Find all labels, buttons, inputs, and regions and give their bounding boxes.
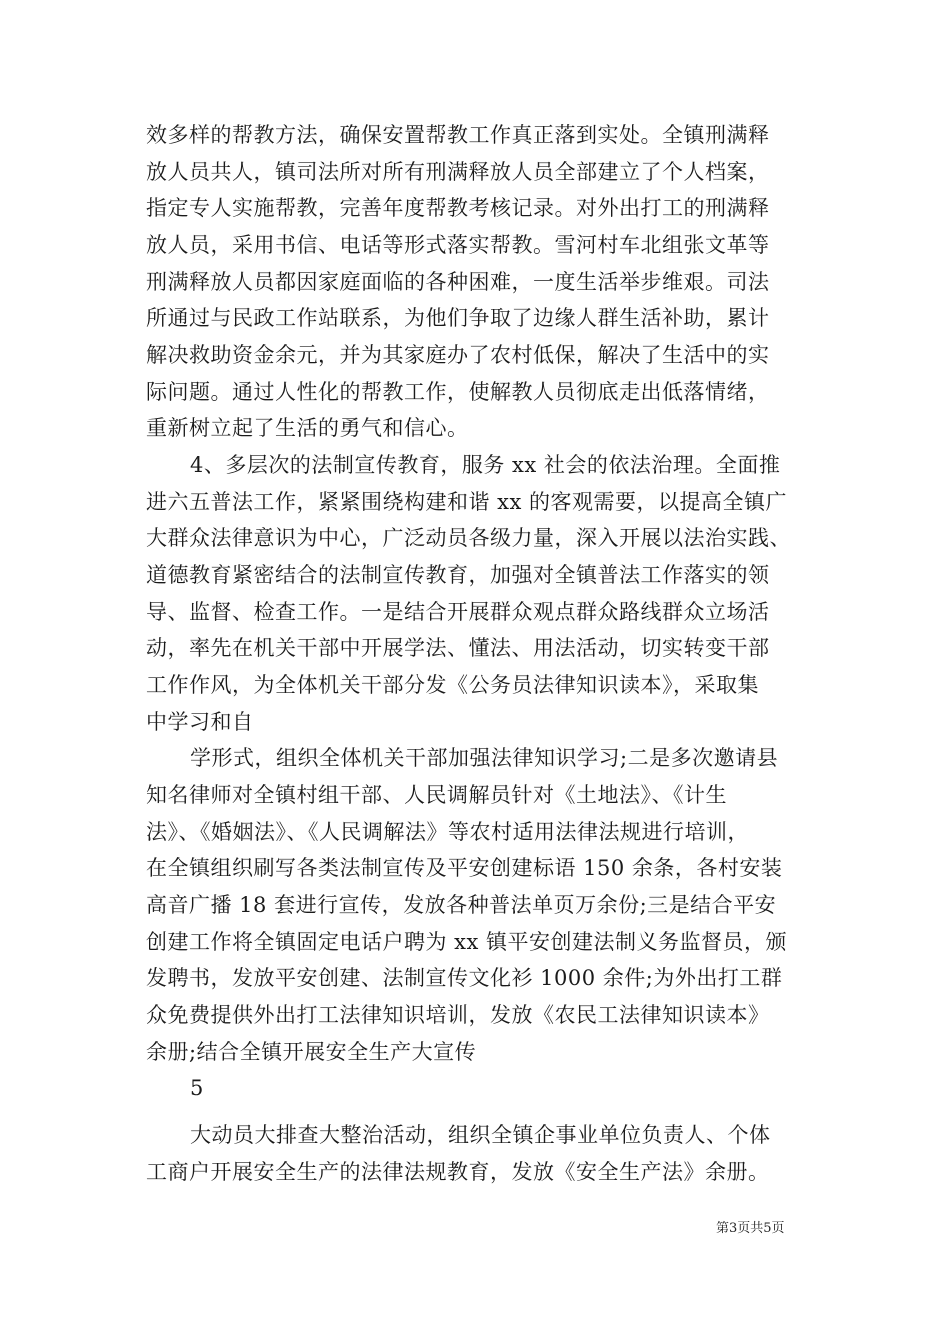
paragraph-line: 大动员大排查大整治活动，组织全镇企事业单位负责人、个体 xyxy=(190,1123,771,1147)
paragraph-line: 工商户开展安全生产的法律法规教育，发放《安全生产法》余册。 xyxy=(146,1160,770,1184)
section-number: 5 xyxy=(190,1076,204,1100)
paragraph-line: 动，率先在机关干部中开展学法、懂法、用法活动，切实转变干部 xyxy=(146,636,770,660)
paragraph-line: 高音广播 18 套进行宣传，发放各种普法单页万余份;三是结合平安 xyxy=(146,893,777,917)
page-number-footer: 第3页共5页 xyxy=(716,1221,785,1236)
paragraph-line: 知名律师对全镇村组干部、人民调解员针对《土地法》、《计生 xyxy=(146,783,727,807)
paragraph-line: 所通过与民政工作站联系，为他们争取了边缘人群生活补助，累计 xyxy=(146,306,770,330)
paragraph-line: 际问题。通过人性化的帮教工作，使解教人员彻底走出低落情绪， xyxy=(146,380,770,404)
paragraph-line: 道德教育紧密结合的法制宣传教育，加强对全镇普法工作落实的领 xyxy=(146,563,770,587)
paragraph-line: 法》、《婚姻法》、《人民调解法》等农村适用法律法规进行培训， xyxy=(146,820,749,844)
paragraph-line: 效多样的帮教方法，确保安置帮教工作真正落到实处。全镇刑满释 xyxy=(146,123,770,147)
paragraph-line: 中学习和自 xyxy=(146,710,254,734)
paragraph-line: 导、监督、检查工作。一是结合开展群众观点群众路线群众立场活 xyxy=(146,600,770,624)
paragraph-line: 学形式，组织全体机关干部加强法律知识学习;二是多次邀请县 xyxy=(190,746,779,770)
paragraph-line: 众免费提供外出打工法律知识培训，发放《农民工法律知识读本》 xyxy=(146,1003,770,1027)
paragraph-line: 大群众法律意识为中心，广泛动员各级力量，深入开展以法治实践、 xyxy=(146,526,791,550)
paragraph-line: 余册;结合全镇开展安全生产大宣传 xyxy=(146,1040,477,1064)
paragraph-line: 刑满释放人员都因家庭面临的各种困难，一度生活举步维艰。司法 xyxy=(146,270,770,294)
paragraph-line: 指定专人实施帮教，完善年度帮教考核记录。对外出打工的刑满释 xyxy=(146,196,770,220)
paragraph-line: 创建工作将全镇固定电话户聘为 xx 镇平安创建法制义务监督员，颁 xyxy=(146,930,788,954)
paragraph-line: 解决救助资金余元，并为其家庭办了农村低保，解决了生活中的实 xyxy=(146,343,770,367)
paragraph-line: 重新树立起了生活的勇气和信心。 xyxy=(146,416,469,440)
paragraph-line: 发聘书，发放平安创建、法制宣传文化衫 1000 余件;为外出打工群 xyxy=(146,966,783,990)
paragraph-line: 工作作风，为全体机关干部分发《公务员法律知识读本》，采取集 xyxy=(146,673,759,697)
paragraph-line: 4、多层次的法制宣传教育，服务 xx 社会的依法治理。全面推 xyxy=(190,453,781,477)
paragraph-line: 在全镇组织刷写各类法制宣传及平安创建标语 150 余条，各村安装 xyxy=(146,856,783,880)
paragraph-line: 放人员共人，镇司法所对所有刑满释放人员全部建立了个人档案， xyxy=(146,160,770,184)
paragraph-line: 放人员，采用书信、电话等形式落实帮教。雪河村车北组张文革等 xyxy=(146,233,770,257)
paragraph-line: 进六五普法工作，紧紧围绕构建和谐 xx 的客观需要，以提高全镇广 xyxy=(146,490,788,514)
